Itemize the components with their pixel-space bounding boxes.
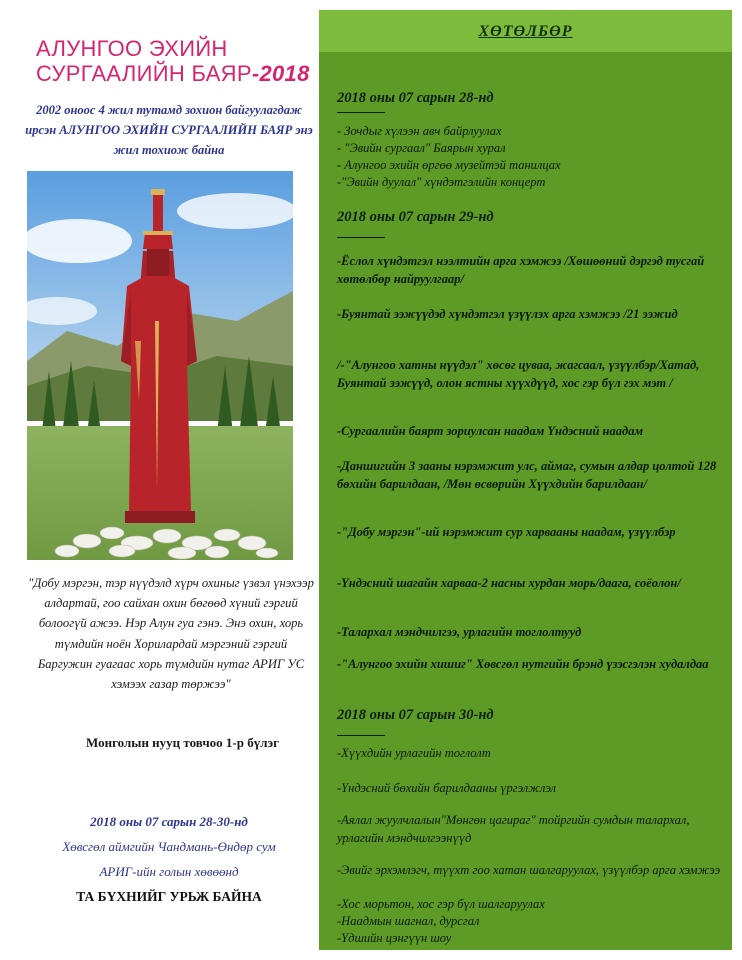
day-2-item-1: -Ёслол хүндэтгэл нээлтийн арга хэмжээ /Хөшөөний дэргэд тусгай хөтөлбөр найруулгаар/ xyxy=(337,254,705,286)
day-3-heading: 2018 оны 07 сарын 30-нд xyxy=(337,707,494,723)
day-1-item-3: - Алунгоо эхийн өргөө музейтэй танилцах xyxy=(337,158,561,172)
day-3-item-2: -Үндэсний бөхийн барилдааны үргэлжлэл xyxy=(337,781,556,795)
intro-text: 2002 оноос 4 жил тутамд зохион байгуулагдаж ирсэн АЛУНГОО ЭХИЙН СУРГААЛИЙН БАЯР энэ жил тохиож байна xyxy=(25,103,313,157)
event-place: Хөвсгөл аймгийн Чандмань-Өндөр сум xyxy=(62,839,276,854)
title-line-2-text: СУРГААЛИЙН БАЯР xyxy=(36,61,252,86)
day-2-item-6: -"Добу мэргэн"-ий нэрэмжит сур харвааны наадам, үзүүлбэр xyxy=(337,525,676,539)
quote-text: "Добу мэргэн, тэр нүүдэлд хүрч охиныг үзвэл үнэхээр алдартай, гоо сайхан охин бөгөөд хүний гэргий болоогүй ажээ. Нэр Алун гуа гэнэ. Энэ охин, хорь түмдийн ноён Хорилардай мэргэний гэргий Баргужин гуагаас хорь түмдийн нутаг АРИГ УС хэмээх газар төржээ" xyxy=(28,576,314,692)
day-2-item-3: /-"Алунгоо хатны нүүдэл" хөсөг цуваа, жагсаал, үзүүлбэр/Хатад, Буянтай ээжүүд, олон ястны хүүхдүүд, хос гэр бүл гэх мэт / xyxy=(337,358,700,390)
day-2-item-4: -Сургаалийн баярт зориулсан наадам Үндэсний наадам xyxy=(337,424,644,438)
day-1-rule xyxy=(337,112,385,113)
day-3-item-7: -Үдшийн цэнгүүн шоу xyxy=(337,931,452,945)
day-1-item-4: -"Эвийн дуулал" хүндэтгэлийн концерт xyxy=(337,175,546,189)
invitation: ТА БҮХНИЙГ УРЬЖ БАЙНА xyxy=(76,889,262,904)
day-2-item-9: -"Алунгоо эхийн хишиг" Хөвсгөл нутгийн брэнд үзэсгэлэн худалдаа xyxy=(337,657,709,671)
statue-photo xyxy=(27,171,293,560)
event-river: АРИГ-ийн голын хөвөөнд xyxy=(99,864,239,879)
day-1-heading: 2018 оны 07 сарын 28-нд xyxy=(337,90,494,106)
day-3-item-4: -Эвийг эрхэмлэгч, түүхт гоо хатан шалгаруулах, үзүүлбэр арга хэмжээ xyxy=(337,863,721,877)
program-title: ХӨТӨЛБӨР xyxy=(478,23,573,40)
day-2-item-8: -Талархал мэндчилгээ, урлагийн тоглолтууд xyxy=(337,625,582,639)
program-panel xyxy=(319,10,732,950)
title-line-2 xyxy=(36,61,310,86)
day-3-item-5: -Хос морьтон, хос гэр бүл шалгаруулах xyxy=(337,897,545,911)
title-line-1: АЛУНГОО ЭХИЙН xyxy=(36,36,228,61)
day-1-item-2: - "Эвийн сургаал" Баярын хурал xyxy=(337,141,506,155)
day-3-item-1: -Хүүхдийн урлагийн тоглолт xyxy=(337,746,491,760)
day-2-rule xyxy=(337,237,385,238)
title-year: -2018 xyxy=(251,61,310,86)
event-date: 2018 оны 07 сарын 28-30-нд xyxy=(90,814,248,829)
day-2-item-2: -Буянтай ээжүүдэд хүндэтгэл үзүүлэх арга хэмжээ /21 ээжид xyxy=(337,307,678,321)
event-title xyxy=(36,36,310,86)
day-1-item-1: - Зочдыг хүлээн авч байрлуулах xyxy=(337,124,502,138)
left-column xyxy=(0,0,318,960)
day-2-item-7: -Үндэсний шагайн харваа-2 насны хурдан морь/даага, соёолон/ xyxy=(337,576,681,590)
quote-source: Монголын нууц товчоо 1-р бүлэг xyxy=(86,735,280,750)
day-3-item-6: -Наадмын шагнал, дурсгал xyxy=(337,914,480,928)
day-2-heading: 2018 оны 07 сарын 29-нд xyxy=(337,209,494,225)
day-3-item-3: -Аялал жуулчлалын"Мөнгөн цагираг" тойргийн сумдын талархал, урлагийн мэндчилгээнүүд xyxy=(337,813,690,845)
day-3-rule xyxy=(337,735,385,736)
day-2-item-5: -Даншигийн 3 зааны нэрэмжит улс, аймаг, сумын алдар цолтой 128 бөхийн барилдаан, /Мөн өсвөрийн Хүүхдийн барилдаан/ xyxy=(337,459,717,491)
